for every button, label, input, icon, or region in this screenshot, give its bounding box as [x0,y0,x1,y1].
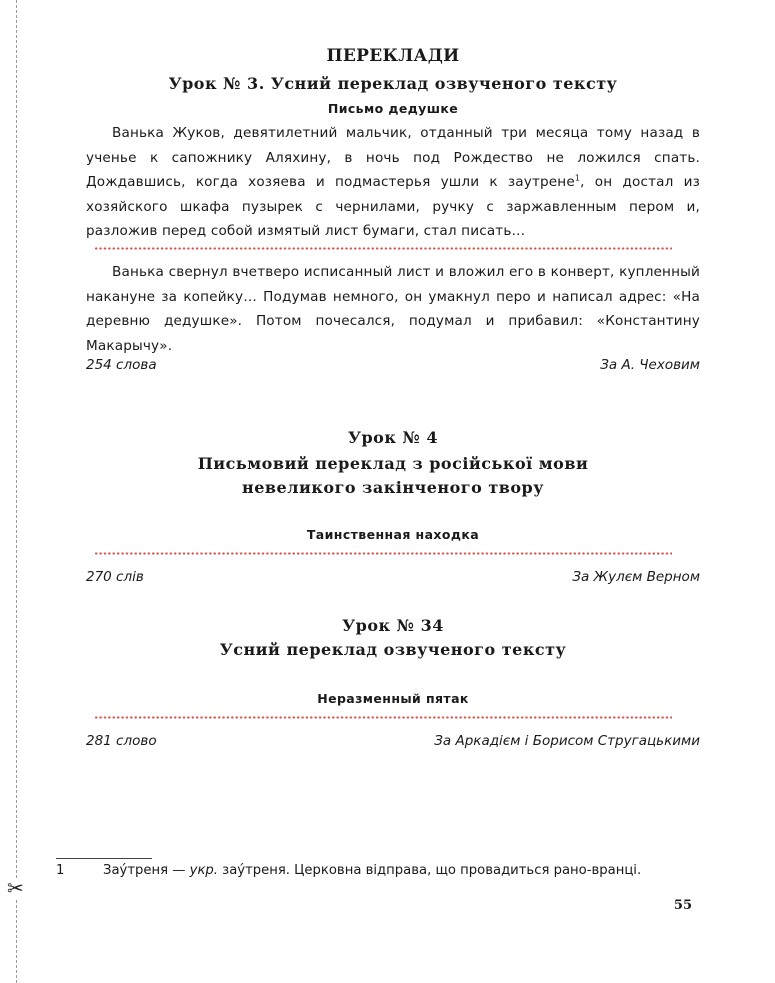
footnote-definition: зау́треня. Церковна відправа, що провадиться рано-вранці. [217,863,642,878]
lesson-3-word-count: 254 слова [86,357,157,373]
lesson-4-subheading-1: Письмовий переклад з російської мови [197,454,589,473]
lesson-4-word-count: 270 слів [86,569,144,585]
cut-line [16,0,17,983]
scissors-icon: ✂ [7,876,24,900]
dotted-separator [94,247,672,250]
lesson-34-author: За Аркадієм і Борисом Стругацькими [434,733,700,749]
footnote-text [103,863,641,878]
footnote-reference: 1 [574,173,581,183]
dotted-separator [94,552,672,555]
footnote-term: Зау́треня [103,863,169,878]
lesson-4-heading: Урок № 4 [347,428,439,447]
lesson-3-meta [86,357,700,375]
lesson-3-author: За А. Чеховим [600,357,700,373]
paragraph-1-start: Ванька Жуков, девятилетний мальчик, отданный три месяца тому назад в ученье к сапожнику Аляхину, в ночь под Рождество не ложился спать. Дождавшись, когда хозяева и подмастерья ушли к заутрене [86,125,700,190]
lesson-34-heading: Урок № 34 [342,616,444,635]
footnote-number: 1 [56,863,65,878]
lesson-3-heading: Урок № 3. Усний переклад озвученого тексту [168,74,618,93]
lesson-4-subheading-2: невеликого закінченого твору [242,478,544,497]
lesson-3-paragraph-1 [86,121,700,244]
footnote-rule [56,858,152,859]
lesson-34-subheading: Усний переклад озвученого тексту [219,640,567,659]
lesson-4-author: За Жулєм Верном [572,569,700,585]
page-number: 55 [673,898,692,913]
footnote-language: укр. [189,863,218,878]
paragraph-1-end: , он достал из хозяйского шкафа пузырек с чернилами, ручку с заржавленным пером и, разложив перед собой измятый лист бумаги, стал писать… [86,174,701,239]
lesson-34-word-count: 281 слово [86,733,157,749]
section-title: ПЕРЕКЛАДИ [326,46,460,66]
footnote-dash: — [168,863,190,878]
lesson-4-meta [86,569,700,587]
lesson-34-meta [86,733,700,751]
lesson-4-text-title: Таинственная находка [306,527,480,542]
lesson-3-paragraph-2: Ванька свернул вчетверо исписанный лист и вложил его в конверт, купленный накануне за копейку… Подумав немного, он умакнул перо и написал адрес: «На деревню дедушке». Потом почесался, подумал и прибавил: «Константину Макарычу». [86,264,700,354]
dotted-separator [94,716,672,719]
lesson-34-text-title: Неразменный пятак [317,691,469,706]
lesson-3-text-title: Письмо дедушке [327,101,459,116]
